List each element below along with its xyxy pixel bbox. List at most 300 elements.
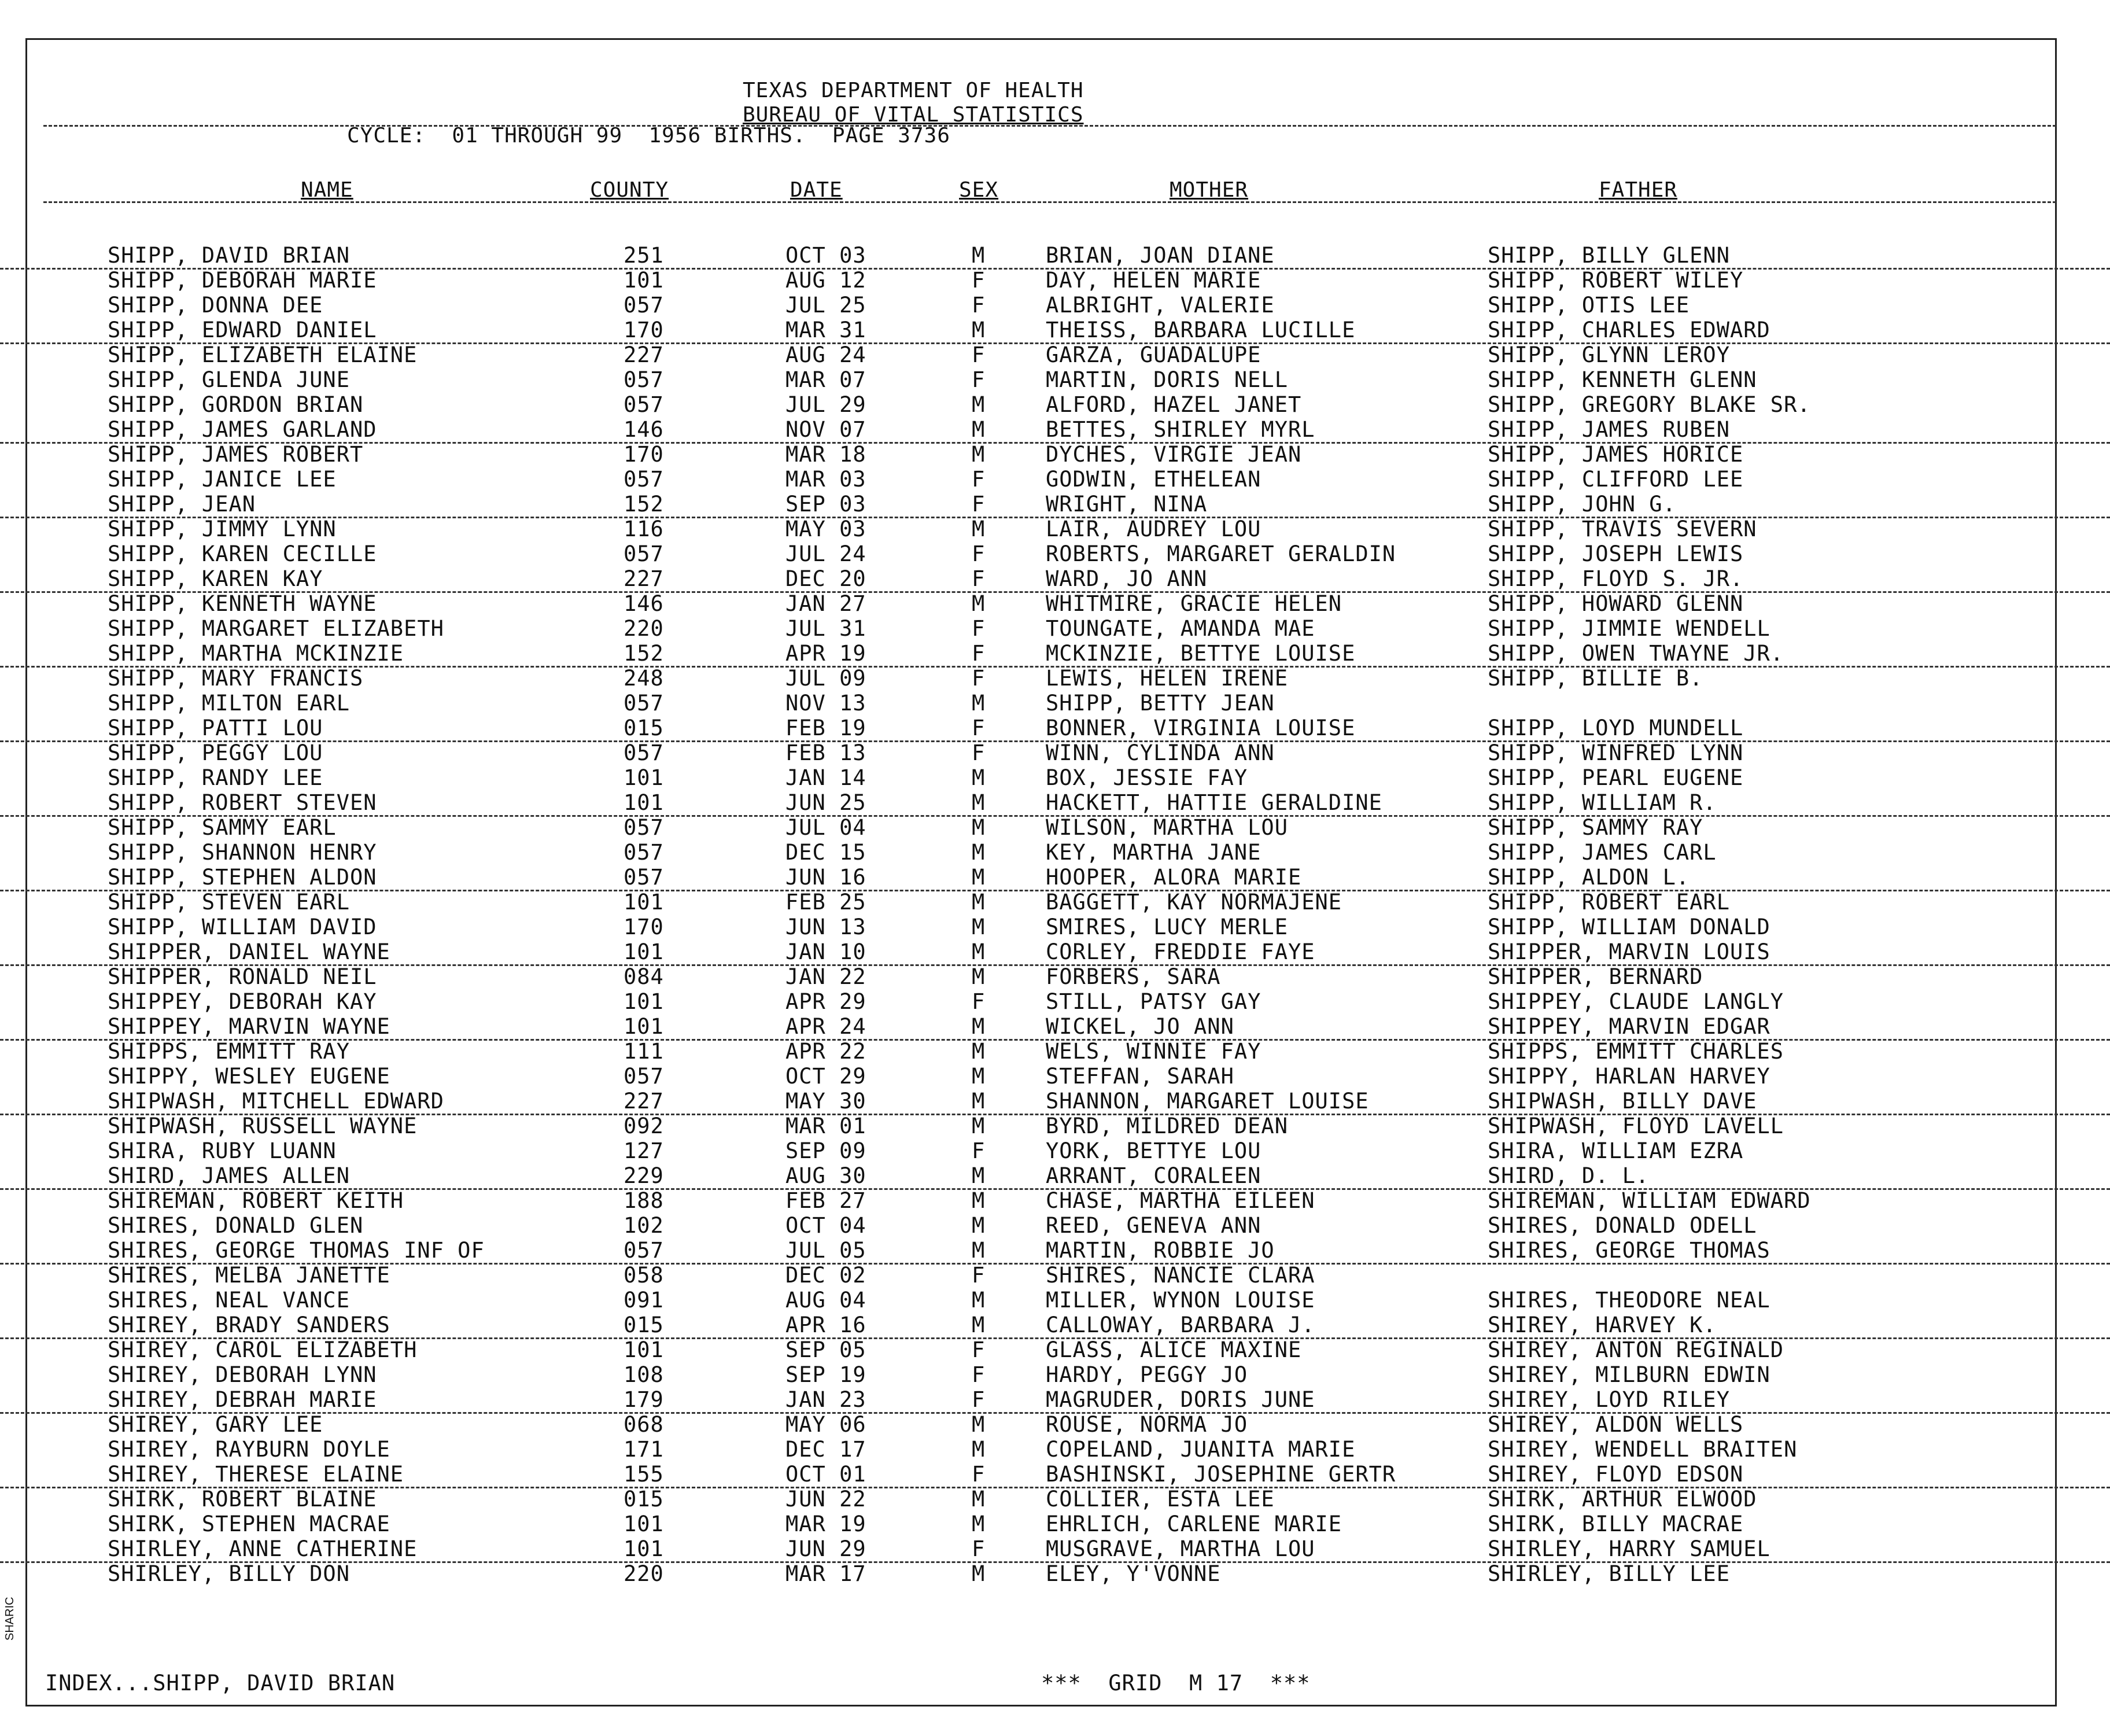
cell-father: SHIPPER, BERNARD [1488,964,1703,989]
cell-mother: GARZA, GUADALUPE [1046,342,1261,367]
table-row [0,1512,2110,1536]
cell-date: APR 24 [785,1014,866,1039]
table-row [0,392,2110,417]
cell-father: SHIPPS, EMMITT CHARLES [1488,1039,1784,1064]
table-row [0,293,2110,318]
cell-name: SHIREY, GARY LEE [108,1412,323,1437]
cell-name: SHIRES, NEAL VANCE [108,1288,350,1313]
cell-county: 057 [624,840,664,865]
cell-mother: WINN, CYLINDA ANN [1046,740,1275,765]
cell-date: APR 16 [785,1313,866,1337]
cell-date: JUN 25 [785,790,866,815]
cell-father: SHIPP, KENNETH GLENN [1488,367,1757,392]
cell-county: 179 [624,1387,664,1412]
cell-date: DEC 02 [785,1263,866,1288]
table-row [0,1163,2110,1190]
cell-county: 101 [624,790,664,815]
cell-sex: M [972,1512,986,1536]
cell-name: SHIRLEY, BILLY DON [108,1561,350,1586]
cell-county: 057 [624,815,664,840]
table-row [0,566,2110,593]
header-divider [43,125,2056,127]
cell-name: SHIRA, RUBY LUANN [108,1138,337,1163]
cell-date: MAR 07 [785,367,866,392]
cell-county: 015 [624,1487,664,1512]
cell-mother: DYCHES, VIRGIE JEAN [1046,442,1302,467]
cell-mother: ALBRIGHT, VALERIE [1046,293,1275,318]
cell-sex: M [972,1064,986,1089]
table-row [0,467,2110,492]
table-row [0,417,2110,444]
cell-sex: M [972,1114,986,1138]
cell-father: SHIPPER, MARVIN LOUIS [1488,939,1770,964]
cell-county: 101 [624,939,664,964]
cell-sex: F [972,641,986,666]
cell-father: SHIRA, WILLIAM EZRA [1488,1138,1744,1163]
cell-mother: MCKINZIE, BETTYE LOUISE [1046,641,1356,666]
cell-date: NOV 13 [785,691,866,716]
cell-father: SHIPP, PEARL EUGENE [1488,765,1744,790]
cell-name: SHIPP, ROBERT STEVEN [108,790,377,815]
cell-father: SHIPPY, HARLAN HARVEY [1488,1064,1770,1089]
cell-sex: F [972,1337,986,1362]
cell-date: APR 22 [785,1039,866,1064]
cell-father: SHIRK, BILLY MACRAE [1488,1512,1744,1536]
cell-sex: M [972,840,986,865]
cell-mother: WICKEL, JO ANN [1046,1014,1234,1039]
cell-date: JUL 25 [785,293,866,318]
table-row [0,1089,2110,1115]
cell-name: SHIPP, PEGGY LOU [108,740,323,765]
cell-name: SHIREY, DEBORAH LYNN [108,1362,377,1387]
table-row [0,367,2110,392]
cell-mother: BYRD, MILDRED DEAN [1046,1114,1288,1138]
side-label: SHARIC [3,1597,16,1641]
header-cycle: CYCLE: 01 THROUGH 99 1956 BIRTHS. PAGE 3736 [347,124,950,148]
cell-father: SHIPP, JIMMIE WENDELL [1488,616,1770,641]
cell-mother: BOX, JESSIE FAY [1046,765,1248,790]
table-row [0,691,2110,716]
table-row [0,591,2110,616]
table-row [0,939,2110,966]
cell-name: SHIPWASH, MITCHELL EDWARD [108,1089,444,1114]
cell-name: SHIPPEY, MARVIN WAYNE [108,1014,390,1039]
cell-name: SHIPP, EDWARD DANIEL [108,318,377,342]
cell-father: SHIRD, D. L. [1488,1163,1650,1188]
cell-name: SHIPP, PATTI LOU [108,716,323,740]
table-row [0,1487,2110,1512]
cell-mother: YORK, BETTYE LOU [1046,1138,1261,1163]
cell-county: 015 [624,716,664,740]
cell-name: SHIPPS, EMMITT RAY [108,1039,350,1064]
cell-sex: M [972,1437,986,1462]
table-row [0,243,2110,270]
cell-name: SHIPP, RANDY LEE [108,765,323,790]
cell-name: SHIPP, SAMMY EARL [108,815,337,840]
cell-date: MAR 19 [785,1512,866,1536]
cell-county: 101 [624,765,664,790]
table-row [0,740,2110,765]
cell-date: OCT 03 [785,243,866,268]
table-row [0,1014,2110,1041]
table-row [0,641,2110,668]
cell-sex: M [972,765,986,790]
cell-sex: F [972,716,986,740]
cell-date: AUG 24 [785,342,866,367]
cell-mother: CORLEY, FREDDIE FAYE [1046,939,1315,964]
cell-sex: F [972,1138,986,1163]
table-row [0,1462,2110,1488]
cell-mother: STILL, PATSY GAY [1046,989,1261,1014]
cell-name: SHIPP, SHANNON HENRY [108,840,377,865]
cell-date: JUL 04 [785,815,866,840]
cell-mother: ARRANT, CORALEEN [1046,1163,1261,1188]
table-row [0,541,2110,566]
cell-mother: MUSGRAVE, MARTHA LOU [1046,1536,1315,1561]
cell-name: SHIPP, DEBORAH MARIE [108,268,377,293]
cell-father: SHIPP, WINFRED LYNN [1488,740,1744,765]
cell-sex: M [972,1089,986,1114]
cell-name: SHIPP, DONNA DEE [108,293,323,318]
cell-mother: HARDY, PEGGY JO [1046,1362,1248,1387]
cell-name: SHIREY, DEBRAH MARIE [108,1387,377,1412]
cell-date: JUN 29 [785,1536,866,1561]
cell-sex: M [972,790,986,815]
cell-sex: F [972,367,986,392]
cell-county: 057 [624,740,664,765]
cell-father: SHIPP, GLYNN LEROY [1488,342,1730,367]
cell-date: JUL 31 [785,616,866,641]
cell-date: JUL 09 [785,666,866,691]
cell-name: SHIRES, GEORGE THOMAS INF OF [108,1238,485,1263]
table-row [0,492,2110,518]
cell-county: 146 [624,591,664,616]
cell-father: SHIPP, GREGORY BLAKE SR. [1488,392,1811,417]
cell-mother: KEY, MARTHA JANE [1046,840,1261,865]
cell-father: SHIPP, SAMMY RAY [1488,815,1703,840]
cell-county: 102 [624,1213,664,1238]
cell-date: OCT 01 [785,1462,866,1487]
cell-county: 057 [624,367,664,392]
cell-father: SHIPP, JOHN G. [1488,492,1676,517]
cell-date: MAR 01 [785,1114,866,1138]
cell-date: MAY 06 [785,1412,866,1437]
cell-father: SHIREY, WENDELL BRAITEN [1488,1437,1798,1462]
cell-sex: F [972,541,986,566]
cell-father: SHIPP, LOYD MUNDELL [1488,716,1744,740]
cell-name: SHIPWASH, RUSSELL WAYNE [108,1114,418,1138]
cell-name: SHIPP, KENNETH WAYNE [108,591,377,616]
cell-father: SHIPP, HOWARD GLENN [1488,591,1744,616]
cell-county: 101 [624,268,664,293]
cell-sex: F [972,342,986,367]
table-row [0,1536,2110,1563]
cell-date: FEB 19 [785,716,866,740]
cell-date: JUN 13 [785,915,866,939]
cell-county: 057 [624,865,664,890]
table-row [0,989,2110,1014]
cell-county: 152 [624,492,664,517]
cell-county: 251 [624,243,664,268]
cell-date: SEP 19 [785,1362,866,1387]
cell-date: DEC 17 [785,1437,866,1462]
cell-mother: SHIRES, NANCIE CLARA [1046,1263,1315,1288]
cell-date: JAN 23 [785,1387,866,1412]
cell-date: JUL 24 [785,541,866,566]
cell-mother: REED, GENEVA ANN [1046,1213,1261,1238]
cell-mother: DAY, HELEN MARIE [1046,268,1261,293]
cell-mother: ROUSE, NORMA JO [1046,1412,1248,1437]
cell-name: SHIPP, STEVEN EARL [108,890,350,915]
column-header-sex: SEX [959,178,999,202]
cell-father: SHIPP, CLIFFORD LEE [1488,467,1744,492]
cell-county: 170 [624,318,664,342]
cell-date: SEP 03 [785,492,866,517]
table-row [0,318,2110,344]
cell-name: SHIPP, GORDON BRIAN [108,392,364,417]
cell-mother: GODWIN, ETHELEAN [1046,467,1261,492]
cell-date: JUN 22 [785,1487,866,1512]
cell-mother: LAIR, AUDREY LOU [1046,517,1261,541]
cell-sex: M [972,890,986,915]
cell-county: 057 [624,541,664,566]
cell-county: 220 [624,616,664,641]
cell-county: 155 [624,1462,664,1487]
cell-name: SHIREY, CAROL ELIZABETH [108,1337,418,1362]
cell-father: SHIPP, ROBERT EARL [1488,890,1730,915]
table-row [0,915,2110,939]
cell-date: JAN 22 [785,964,866,989]
cell-sex: M [972,417,986,442]
cell-father: SHIRES, THEODORE NEAL [1488,1288,1770,1313]
cell-sex: F [972,268,986,293]
cell-mother: COLLIER, ESTA LEE [1046,1487,1275,1512]
cell-county: 170 [624,442,664,467]
cell-date: MAR 18 [785,442,866,467]
column-header-county: COUNTY [590,178,669,202]
table-row [0,1288,2110,1313]
table-row [0,666,2110,691]
cell-county: 227 [624,566,664,591]
cell-sex: M [972,1163,986,1188]
cell-father: SHIRES, GEORGE THOMAS [1488,1238,1770,1263]
table-row [0,1387,2110,1414]
header-department: TEXAS DEPARTMENT OF HEALTH [743,79,1084,102]
cell-county: 152 [624,641,664,666]
cell-father: SHIPP, JAMES HORICE [1488,442,1744,467]
cell-sex: F [972,566,986,591]
cell-sex: M [972,318,986,342]
cell-sex: M [972,1412,986,1437]
cell-county: 101 [624,1337,664,1362]
cell-name: SHIPP, KAREN KAY [108,566,323,591]
cell-date: SEP 09 [785,1138,866,1163]
column-header-mother: MOTHER [1170,178,1249,202]
cell-county: 057 [624,467,664,492]
cell-county: 057 [624,691,664,716]
cell-date: SEP 05 [785,1337,866,1362]
cell-sex: F [972,1536,986,1561]
cell-father: SHIPWASH, BILLY DAVE [1488,1089,1757,1114]
cell-mother: THEISS, BARBARA LUCILLE [1046,318,1356,342]
cell-mother: LEWIS, HELEN IRENE [1046,666,1288,691]
cell-name: SHIPP, ELIZABETH ELAINE [108,342,418,367]
column-header-divider [43,201,2056,203]
cell-county: 101 [624,1536,664,1561]
cell-date: MAR 17 [785,1561,866,1586]
cell-name: SHIREY, THERESE ELAINE [108,1462,404,1487]
cell-sex: M [972,243,986,268]
cell-county: 015 [624,1313,664,1337]
cell-county: 057 [624,1064,664,1089]
cell-date: OCT 29 [785,1064,866,1089]
cell-county: 111 [624,1039,664,1064]
cell-mother: ALFORD, HAZEL JANET [1046,392,1302,417]
cell-county: 248 [624,666,664,691]
cell-county: 116 [624,517,664,541]
cell-sex: M [972,865,986,890]
cell-sex: M [972,392,986,417]
cell-sex: M [972,1561,986,1586]
cell-county: 101 [624,989,664,1014]
cell-mother: WELS, WINNIE FAY [1046,1039,1261,1064]
cell-name: SHIRES, DONALD GLEN [108,1213,364,1238]
cell-sex: M [972,1039,986,1064]
cell-county: 101 [624,1512,664,1536]
cell-father: SHIRES, DONALD ODELL [1488,1213,1757,1238]
cell-mother: HACKETT, HATTIE GERALDINE [1046,790,1382,815]
cell-mother: SHANNON, MARGARET LOUISE [1046,1089,1369,1114]
table-row [0,1188,2110,1213]
cell-county: 227 [624,342,664,367]
cell-county: 092 [624,1114,664,1138]
cell-mother: TOUNGATE, AMANDA MAE [1046,616,1315,641]
cell-name: SHIPP, MILTON EARL [108,691,350,716]
cell-mother: SMIRES, LUCY MERLE [1046,915,1288,939]
cell-date: AUG 12 [785,268,866,293]
cell-name: SHIPP, WILLIAM DAVID [108,915,377,939]
table-row [0,1213,2110,1238]
cell-father: SHIRLEY, BILLY LEE [1488,1561,1730,1586]
cell-sex: M [972,1188,986,1213]
cell-sex: M [972,442,986,467]
cell-date: JUL 05 [785,1238,866,1263]
table-row [0,1313,2110,1339]
column-header-father: FATHER [1599,178,1678,202]
table-row [0,840,2110,865]
cell-name: SHIPP, JAMES GARLAND [108,417,377,442]
cell-mother: CHASE, MARTHA EILEEN [1046,1188,1315,1213]
cell-county: 057 [624,392,664,417]
cell-name: SHIPP, MARY FRANCIS [108,666,364,691]
column-header-date: DATE [790,178,843,202]
cell-mother: BAGGETT, KAY NORMAJENE [1046,890,1342,915]
cell-father: SHIPP, WILLIAM DONALD [1488,915,1770,939]
cell-mother: GLASS, ALICE MAXINE [1046,1337,1302,1362]
header-bureau: BUREAU OF VITAL STATISTICS [743,103,1084,127]
cell-father: SHIPP, ROBERT WILEY [1488,268,1744,293]
cell-father: SHIPPEY, MARVIN EDGAR [1488,1014,1770,1039]
cell-date: DEC 15 [785,840,866,865]
cell-mother: BRIAN, JOAN DIANE [1046,243,1275,268]
cell-county: 127 [624,1138,664,1163]
cell-sex: F [972,1462,986,1487]
cell-date: MAR 31 [785,318,866,342]
cell-father: SHIPP, JAMES CARL [1488,840,1717,865]
cell-mother: EHRLICH, CARLENE MARIE [1046,1512,1342,1536]
cell-father: SHIREMAN, WILLIAM EDWARD [1488,1188,1811,1213]
cell-sex: M [972,915,986,939]
table-row [0,1412,2110,1437]
table-row [0,890,2110,915]
cell-county: 227 [624,1089,664,1114]
cell-father: SHIPP, OTIS LEE [1488,293,1690,318]
cell-mother: BETTES, SHIRLEY MYRL [1046,417,1315,442]
cell-date: JUN 16 [785,865,866,890]
cell-sex: F [972,1387,986,1412]
cell-name: SHIPPEY, DEBORAH KAY [108,989,377,1014]
cell-father: SHIREY, ANTON REGINALD [1488,1337,1784,1362]
table-row [0,1337,2110,1362]
cell-county: 146 [624,417,664,442]
cell-sex: F [972,492,986,517]
cell-sex: F [972,616,986,641]
table-row [0,442,2110,467]
cell-name: SHIPP, GLENDA JUNE [108,367,350,392]
table-row [0,1064,2110,1089]
cell-mother: ROBERTS, MARGARET GERALDIN [1046,541,1396,566]
cell-county: 101 [624,890,664,915]
table-row [0,815,2110,840]
cell-father: SHIPP, TRAVIS SEVERN [1488,517,1757,541]
cell-father: SHIREY, FLOYD EDSON [1488,1462,1744,1487]
cell-father: SHIPP, FLOYD S. JR. [1488,566,1744,591]
cell-father: SHIREY, MILBURN EDWIN [1488,1362,1770,1387]
cell-county: 091 [624,1288,664,1313]
cell-county: 170 [624,915,664,939]
cell-date: FEB 27 [785,1188,866,1213]
cell-name: SHIPP, STEPHEN ALDON [108,865,377,890]
cell-name: SHIPPER, DANIEL WAYNE [108,939,390,964]
table-row [0,517,2110,541]
cell-mother: FORBERS, SARA [1046,964,1221,989]
cell-sex: F [972,666,986,691]
cell-sex: M [972,1487,986,1512]
cell-date: FEB 13 [785,740,866,765]
cell-name: SHIRD, JAMES ALLEN [108,1163,350,1188]
table-row [0,1362,2110,1387]
cell-date: OCT 04 [785,1213,866,1238]
cell-name: SHIPP, JANICE LEE [108,467,337,492]
cell-county: 188 [624,1188,664,1213]
cell-father: SHIPP, BILLY GLENN [1488,243,1730,268]
cell-father: SHIRLEY, HARRY SAMUEL [1488,1536,1770,1561]
cell-father: SHIRK, ARTHUR ELWOOD [1488,1487,1757,1512]
cell-father: SHIPP, JAMES RUBEN [1488,417,1730,442]
cell-date: APR 29 [785,989,866,1014]
cell-date: MAY 03 [785,517,866,541]
cell-name: SHIRK, STEPHEN MACRAE [108,1512,390,1536]
cell-father: SHIREY, LOYD RILEY [1488,1387,1730,1412]
cell-father: SHIPP, CHARLES EDWARD [1488,318,1770,342]
cell-name: SHIPP, JEAN [108,492,256,517]
cell-mother: ELEY, Y'VONNE [1046,1561,1221,1586]
cell-sex: M [972,1313,986,1337]
cell-name: SHIPP, KAREN CECILLE [108,541,377,566]
cell-sex: M [972,691,986,716]
cell-sex: M [972,1213,986,1238]
cell-sex: F [972,740,986,765]
